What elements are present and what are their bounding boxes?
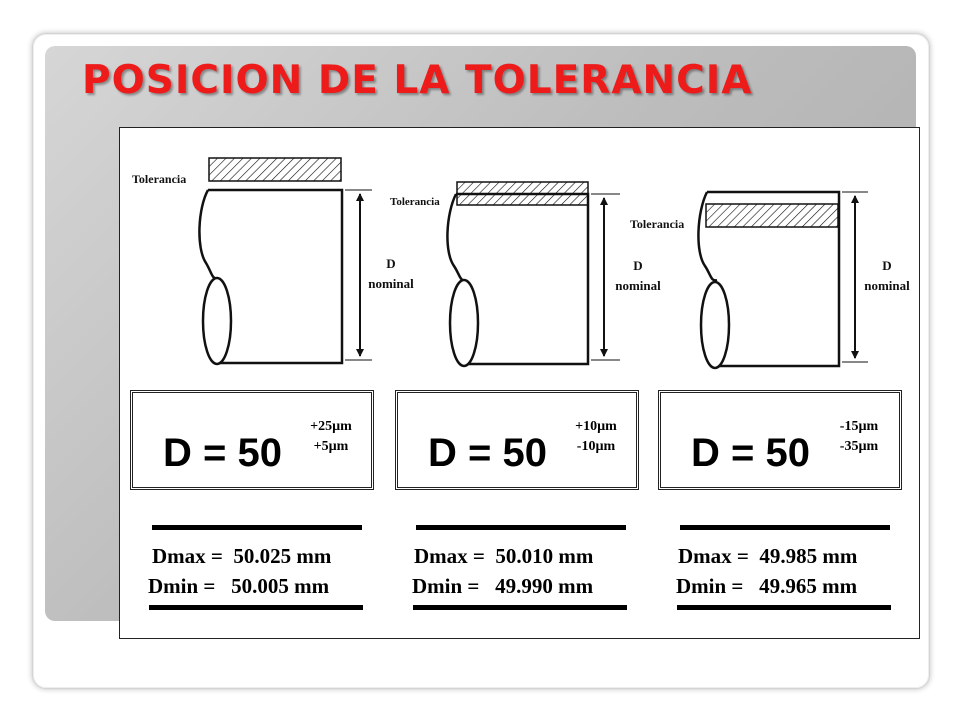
dmin-line-1 bbox=[148, 574, 329, 599]
tolerance-label-1: Tolerancia bbox=[132, 172, 187, 186]
lower-deviation: -10µm bbox=[576, 439, 616, 454]
d-nominal-word: nominal bbox=[615, 278, 661, 293]
d-nominal-letter: D bbox=[633, 258, 643, 273]
dmin-value: 50.005 mm bbox=[231, 574, 330, 598]
nominal-dimension: D = 50 bbox=[691, 431, 810, 475]
d-nominal-label-1 bbox=[359, 254, 423, 294]
result-bar-top-2 bbox=[416, 525, 626, 530]
shaft-end-1 bbox=[203, 278, 231, 364]
result-bar-bottom-3 bbox=[677, 605, 891, 610]
shaft-drawing-1 bbox=[199, 158, 372, 364]
dmax-label: Dmax = bbox=[152, 544, 223, 568]
shaft-drawing-2 bbox=[447, 182, 620, 366]
dimension-box-3 bbox=[658, 390, 902, 490]
dmin-label: Dmin = bbox=[412, 574, 480, 598]
result-bar-bottom-2 bbox=[413, 605, 627, 610]
nominal-dimension: D = 50 bbox=[428, 431, 547, 475]
dmax-label: Dmax = bbox=[414, 544, 485, 568]
tolerance-zone-2 bbox=[457, 182, 588, 205]
shaft-drawing-3 bbox=[698, 192, 868, 368]
tolerance-label-3: Tolerancia bbox=[630, 217, 685, 231]
tolerance-zone-1 bbox=[209, 158, 341, 181]
d-nominal-word: nominal bbox=[864, 278, 910, 293]
result-bar-top-1 bbox=[152, 525, 362, 530]
lower-deviation: -35µm bbox=[839, 439, 879, 454]
dmin-line-3 bbox=[676, 574, 857, 599]
dmax-line-2 bbox=[414, 544, 593, 569]
dmin-line-2 bbox=[412, 574, 593, 599]
dmin-label: Dmin = bbox=[148, 574, 216, 598]
tolerance-zone-3 bbox=[706, 204, 838, 227]
upper-deviation: +10µm bbox=[575, 419, 617, 434]
dmin-value: 49.965 mm bbox=[759, 574, 858, 598]
nominal-dimension: D = 50 bbox=[163, 431, 282, 475]
dmax-value: 50.010 mm bbox=[495, 544, 594, 568]
dmax-line-1 bbox=[152, 544, 331, 569]
d-nominal-letter: D bbox=[882, 258, 892, 273]
diagram-panel bbox=[119, 127, 920, 639]
result-bar-top-3 bbox=[680, 525, 890, 530]
dmax-label: Dmax = bbox=[678, 544, 749, 568]
tolerance-label-2: Tolerancia bbox=[390, 196, 440, 208]
dmin-label: Dmin = bbox=[676, 574, 744, 598]
upper-deviation: +25µm bbox=[310, 419, 352, 434]
d-nominal-label-3 bbox=[855, 256, 919, 296]
d-nominal-label-2 bbox=[606, 256, 670, 296]
upper-deviation: -15µm bbox=[839, 419, 879, 434]
dmin-value: 49.990 mm bbox=[495, 574, 594, 598]
lower-deviation: +5µm bbox=[313, 439, 349, 454]
result-bar-bottom-1 bbox=[149, 605, 363, 610]
slide-title: POSICION DE LA TOLERANCIA bbox=[82, 58, 753, 103]
shaft-end-2 bbox=[450, 280, 478, 366]
dimension-box-2 bbox=[395, 390, 639, 490]
shaft-end-3 bbox=[701, 282, 729, 368]
d-nominal-letter: D bbox=[386, 256, 396, 271]
dmax-value: 50.025 mm bbox=[233, 544, 332, 568]
d-nominal-word: nominal bbox=[368, 276, 414, 291]
dimension-box-1 bbox=[130, 390, 374, 490]
dmax-value: 49.985 mm bbox=[759, 544, 858, 568]
dmax-line-3 bbox=[678, 544, 857, 569]
